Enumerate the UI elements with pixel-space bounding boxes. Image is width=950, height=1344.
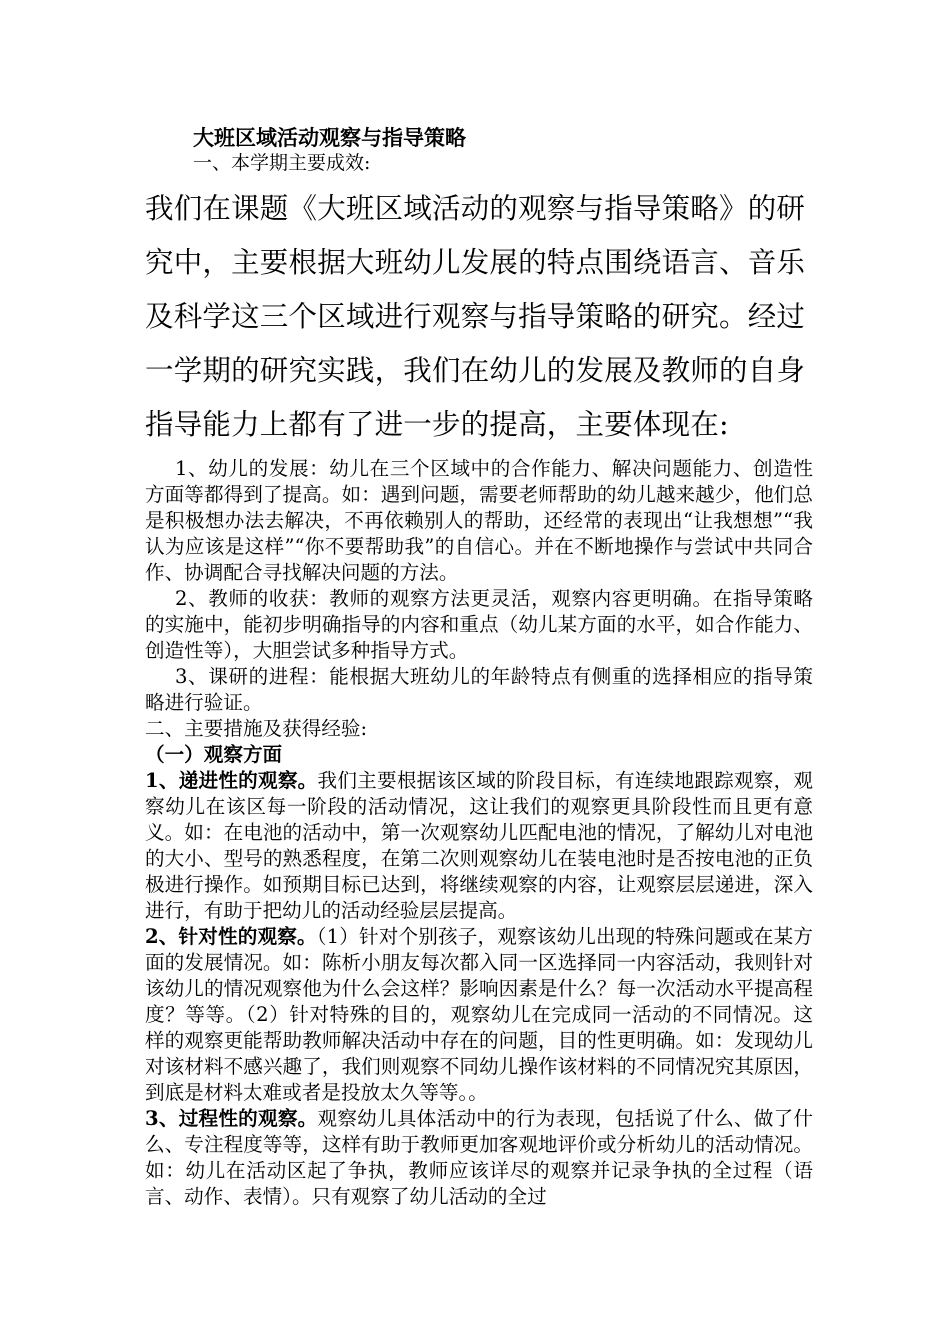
section1-heading: 一、本学期主要成效:	[193, 152, 371, 174]
observation-3-label: 3、过程性的观察。	[145, 1107, 318, 1130]
observation-3	[145, 1106, 813, 1210]
subsection1-heading: （一）观察方面	[145, 743, 283, 766]
observation-2	[145, 924, 813, 1106]
observation-2-text: （1）针对个别孩子，观察该幼儿出现的特殊问题或在某方面的发展情况。如：陈析小朋友每次都入同一区选择同一内容活动，我则针对该幼儿的情况观察他为什么会这样？影响因素是什么？每一次活动水平提高程度？等等。（2）针对特殊的目的，观察幼儿在完成同一活动的不同情况。这样的观察更能帮助教师解决活动中存在的问题，目的性更明确。如：发现幼儿对该材料不感兴趣了，我们则观察不同幼儿操作该材料的不同情况究其原因，到底是材料太难或者是投放太久等等。。	[145, 925, 813, 1104]
observation-1	[145, 768, 813, 924]
observation-2-label: 2、针对性的观察。	[145, 925, 317, 948]
section2-heading: 二、主要措施及获得经验:	[145, 717, 368, 740]
observation-1-label: 1、递进性的观察。	[145, 769, 318, 792]
point-3: 3、课研的进程：能根据大班幼儿的年龄特点有侧重的选择相应的指导策略进行验证。	[145, 665, 813, 714]
intro-paragraph: 我们在课题《大班区域活动的观察与指导策略》的研究中，主要根据大班幼儿发展的特点围绕语言、音乐及科学这三个区域进行观察与指导策略的研究。经过一学期的研究实践，我们在幼儿的发展及教师的自身指导能力上都有了进一步的提高，主要体现在:	[145, 192, 806, 441]
point-1: 1、幼儿的发展：幼儿在三个区域中的合作能力、解决问题能力、创造性方面等都得到了提高。如：遇到问题，需要老师帮助的幼儿越来越少，他们总是积极想办法去解决，不再依赖别人的帮助，还经常的表现出“让我想想”“我认为应该是这样”“你不要帮助我”的自信心。并在不断地操作与尝试中共同合作、协调配合寻找解决问题的方法。	[145, 457, 813, 584]
observation-1-text: 我们主要根据该区域的阶段目标，有连续地跟踪观察，观察幼儿在该区每一阶段的活动情况，这让我们的观察更具阶段性而且更有意义。如：在电池的活动中，第一次观察幼儿匹配电池的情况，了解幼儿对电池的大小、型号的熟悉程度，在第二次则观察幼儿在装电池时是否按电池的正负极进行操作。如预期目标已达到，将继续观察的内容，让观察层层递进，深入进行，有助于把幼儿的活动经验层层提高。	[145, 769, 814, 922]
document-title: 大班区域活动观察与指导策略	[193, 125, 466, 150]
point-2: 2、教师的收获：教师的观察方法更灵活，观察内容更明确。在指导策略的实施中，能初步明确指导的内容和重点（幼儿某方面的水平，如合作能力、创造性等），大胆尝试多种指导方式。	[145, 587, 813, 662]
observation-3-text: 观察幼儿具体活动中的行为表现，包括说了什么、做了什么、专注程度等等，这样有助于教师更加客观地评价或分析幼儿的活动情况。如：幼儿在活动区起了争执，教师应该详尽的观察并记录争执的全过程（语言、动作、表情）。只有观察了幼儿活动的全过	[145, 1107, 814, 1208]
document-body	[145, 124, 813, 1210]
